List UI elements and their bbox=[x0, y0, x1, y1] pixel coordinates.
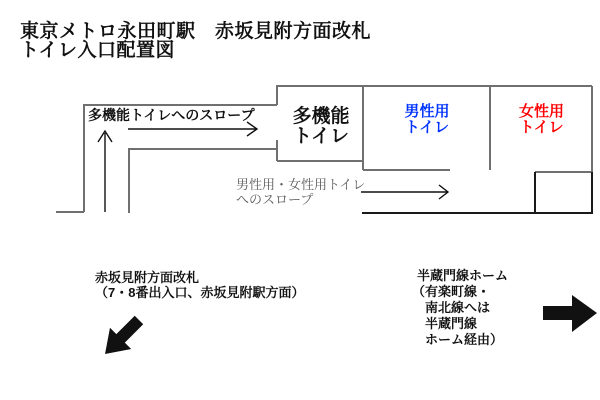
womens-label-line-1: 女性用 bbox=[518, 103, 564, 120]
mens-womens-slope-label bbox=[236, 177, 365, 207]
platform-label-line-2: （有楽町線・ bbox=[412, 284, 491, 299]
platform-label-line-5: ホーム経由） bbox=[425, 332, 504, 347]
platform-destination-label bbox=[412, 268, 508, 348]
multipurpose-label-line-2: トイレ bbox=[292, 126, 350, 147]
title-line-1: 東京メトロ永田町駅 赤坂見附方面改札 bbox=[20, 21, 372, 42]
gate-label-line-1: 赤坂見附方面改札 bbox=[95, 270, 200, 285]
right-arrow-icon-multipurpose-slope bbox=[128, 122, 257, 136]
right-arrow-icon-mens-womens-slope bbox=[361, 185, 448, 199]
gate-destination-label bbox=[95, 270, 304, 300]
big-direction-arrows bbox=[94, 295, 597, 365]
multipurpose-slope-label: 多機能トイレへのスロープ bbox=[88, 107, 255, 123]
platform-label-line-3: 南北線へは bbox=[425, 300, 491, 315]
platform-label-line-1: 半蔵門線ホーム bbox=[417, 268, 509, 283]
up-arrow-icon bbox=[98, 131, 112, 212]
room-label-mens-toilet bbox=[364, 104, 490, 136]
multipurpose-label-line-1: 多機能 bbox=[292, 106, 350, 127]
mens-womens-slope-line-1: 男性用・女性用トイレ bbox=[236, 177, 366, 192]
mens-womens-slope-line-2: へのスロープ bbox=[236, 192, 314, 207]
womens-label-line-2: トイレ bbox=[519, 119, 564, 136]
mens-label-line-2: トイレ bbox=[404, 119, 450, 136]
room-label-multipurpose-toilet bbox=[278, 107, 364, 147]
mens-label-line-1: 男性用 bbox=[404, 103, 450, 120]
page-title bbox=[20, 22, 371, 60]
big-arrow-right-icon bbox=[543, 295, 597, 332]
platform-label-line-4: 半蔵門線 bbox=[425, 316, 478, 331]
title-line-2: トイレ入口配置図 bbox=[20, 40, 176, 61]
gate-label-line-2: （7・8番出入口、赤坂見附駅方面） bbox=[95, 285, 305, 300]
room-label-womens-toilet bbox=[491, 104, 592, 136]
big-arrow-down-left-icon bbox=[94, 309, 149, 364]
